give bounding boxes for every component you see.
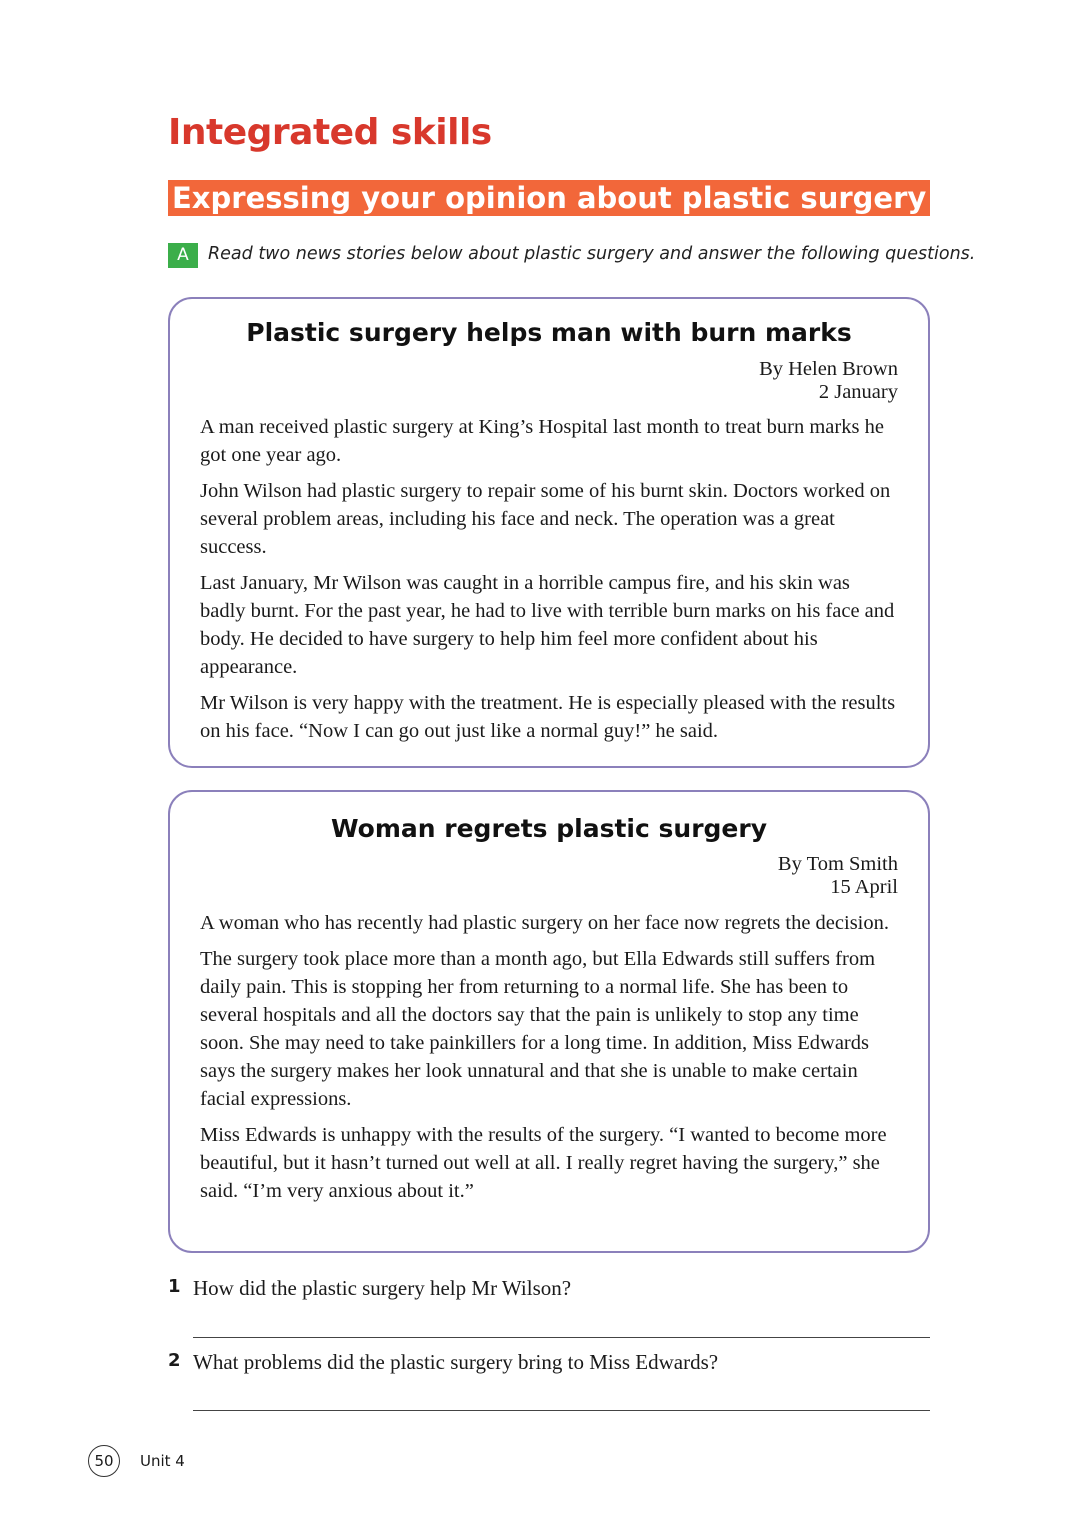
- unit-label: Unit 4: [140, 1452, 185, 1470]
- story-paragraph: John Wilson had plastic surgery to repair some of his burnt skin. Doctors worked on several problem areas, including his face and neck. The operation was a great success.: [200, 480, 891, 558]
- answer-line-1[interactable]: [193, 1337, 930, 1338]
- story-paragraph: A woman who has recently had plastic surgery on her face now regrets the decision.: [200, 912, 890, 934]
- story-title: Plastic surgery helps man with burn marks: [246, 318, 852, 347]
- news-story-2: [168, 790, 930, 1253]
- story-body: [200, 413, 898, 753]
- instruction-badge: A: [168, 243, 198, 268]
- page-number: 50: [88, 1445, 120, 1477]
- news-story-1: [168, 297, 930, 768]
- story-byline: [778, 853, 898, 899]
- question-text: What problems did the plastic surgery bring to Miss Edwards?: [193, 1350, 719, 1374]
- story-byline: [759, 358, 898, 404]
- section-heading: Expressing your opinion about plastic surgery: [168, 180, 930, 216]
- story-paragraph: A man received plastic surgery at King’s Hospital last month to treat burn marks he got one year ago.: [200, 416, 884, 466]
- story-title: Woman regrets plastic surgery: [330, 814, 768, 843]
- story-date: 15 April: [830, 876, 898, 898]
- question-number: 1: [168, 1276, 181, 1297]
- page-title: Integrated skills: [168, 112, 492, 153]
- question-number: 2: [168, 1350, 181, 1371]
- question-text: How did the plastic surgery help Mr Wilson?: [193, 1276, 572, 1300]
- instruction: [168, 243, 976, 269]
- story-paragraph: Mr Wilson is very happy with the treatment. He is especially pleased with the results on his face. “Now I can go out just like a normal guy!” he said.: [200, 692, 896, 742]
- story-author: By Tom Smith: [777, 853, 898, 875]
- instruction-text: Read two news stories below about plastic surgery and answer the following questions.: [208, 244, 976, 264]
- story-date: 2 January: [818, 381, 898, 403]
- story-paragraph: The surgery took place more than a month ago, but Ella Edwards still suffers from daily pain. This is stopping her from returning to a normal life. She has been to several hospitals and all the doctors say that the pain is unlikely to stop any time soon. She may need to take painkillers for a long time. In addition, Miss Edwards says the surgery makes her look unnatural and that she is unable to make certain facial expressions.: [200, 948, 876, 1110]
- story-paragraph: Miss Edwards is unhappy with the results of the surgery. “I wanted to become more beautiful, but it hasn’t turned out well at all. I really regret having the surgery,” she said. “I’m very anxious about it.”: [200, 1124, 887, 1202]
- story-paragraph: Last January, Mr Wilson was caught in a horrible campus fire, and his skin was badly burnt. For the past year, he had to live with terrible burn marks on his face and body. He decided to have surgery to help him feel more confident about his appearance.: [200, 572, 895, 678]
- answer-line-2[interactable]: [193, 1410, 930, 1411]
- story-body: [200, 909, 898, 1213]
- story-author: By Helen Brown: [759, 358, 898, 380]
